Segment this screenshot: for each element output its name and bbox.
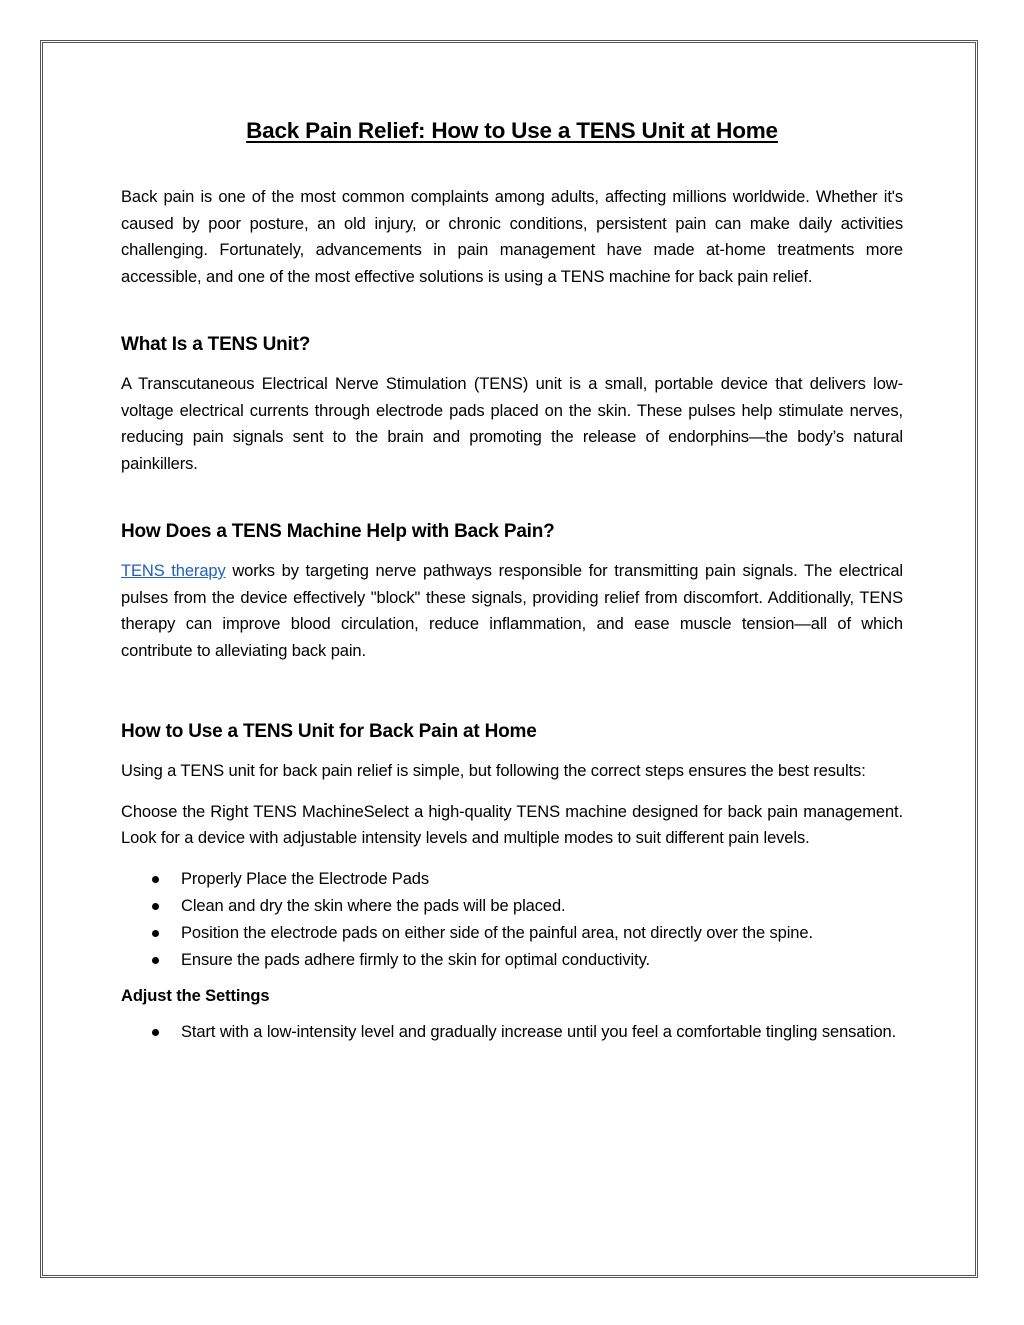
list-item [121,947,903,974]
document-title: Back Pain Relief: How to Use a TENS Unit at Home [246,118,778,143]
section-paragraph-choose-machine: Choose the Right TENS MachineSelect a high-quality TENS machine designed for back pain management. Look for a device with adjustable intensity levels and multiple modes to suit different pain levels. [121,802,903,847]
section-heading-how-to-use: How to Use a TENS Unit for Back Pain at Home [121,721,537,742]
section-paragraph-how-does-tens-help-text: works by targeting nerve pathways responsible for transmitting pain signals. The electrical pulses from the device effectively "block" these signals, providing relief from discomfort. Additionally, TENS therapy can improve blood circulation, reduce inflammation, and ease muscle tension—all of which contribute to alleviating back pain. [121,562,903,660]
section-heading-how-does-tens-help: How Does a TENS Machine Help with Back Pain? [121,521,555,542]
bullet-icon [152,1029,159,1036]
section-paragraph-what-is-tens: A Transcutaneous Electrical Nerve Stimulation (TENS) unit is a small, portable device that delivers low-voltage electrical currents through electrode pads placed on the skin. These pulses help stimulate nerves, reducing pain signals sent to the brain and promoting the release of endorphins—the body’s natural painkillers. [121,375,903,473]
bullet-icon [152,930,159,937]
list-item-text: Start with a low-intensity level and gradually increase until you feel a comfortable tingling sensation. [181,1022,897,1041]
settings-bullet-list [121,1019,903,1046]
bullet-icon [152,903,159,910]
bullet-icon [152,876,159,883]
list-item-text: Properly Place the Electrode Pads [181,869,430,888]
list-item-text: Ensure the pads adhere firmly to the skin for optimal conductivity. [181,950,650,969]
list-item-text: Clean and dry the skin where the pads will be placed. [181,896,566,915]
steps-bullet-list [121,866,903,974]
section-paragraph-how-does-tens-help [121,558,903,664]
document-body [121,118,903,1046]
list-item [121,893,903,920]
section-paragraph-how-to-use-intro: Using a TENS unit for back pain relief is simple, but following the correct steps ensures the best results: [121,762,866,780]
list-item-text: Position the electrode pads on either side of the painful area, not directly over the spine. [181,923,813,942]
section-heading-what-is-tens: What Is a TENS Unit? [121,334,311,355]
list-item [121,1019,903,1046]
tens-therapy-link[interactable]: TENS therapy [121,562,226,580]
intro-paragraph: Back pain is one of the most common complaints among adults, affecting millions worldwide. Whether it's caused by poor posture, an old injury, or chronic conditions, persistent pain can make daily activities challenging. Fortunately, advancements in pain management have made at-home treatments more accessible, and one of the most effective solutions is using a TENS machine for back pain relief. [121,188,903,286]
subheading-adjust-settings: Adjust the Settings [121,986,270,1005]
list-item [121,920,903,947]
list-item [121,866,903,893]
bullet-icon [152,957,159,964]
